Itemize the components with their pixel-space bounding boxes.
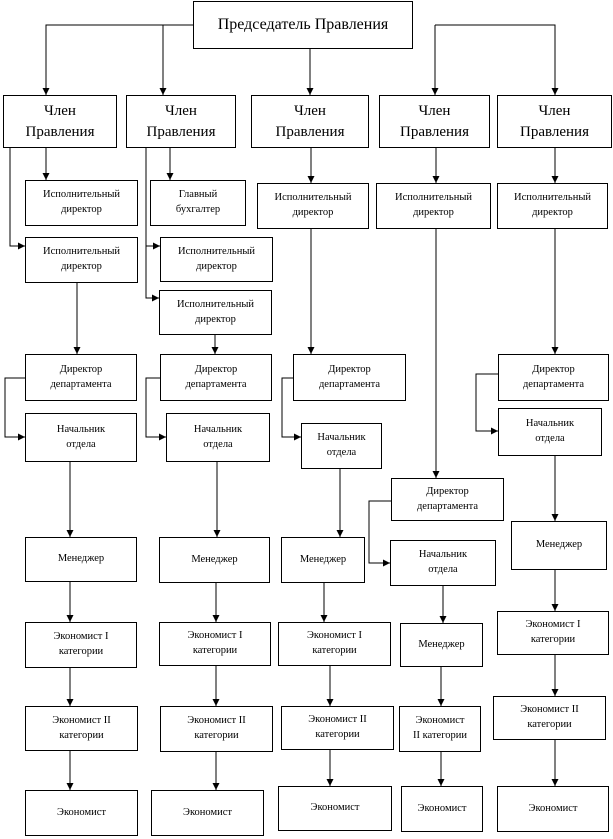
economist-2-box-4: Экономист II категории	[399, 706, 481, 752]
economist-2-box-2: Экономист II категории	[160, 706, 273, 752]
economist-1-box-1: Экономист I категории	[25, 622, 137, 668]
exec-director-box-4: Исполнительный директор	[376, 183, 491, 229]
economist-2-box-5: Экономист II категории	[493, 696, 606, 740]
manager-box-2: Менеджер	[159, 537, 270, 583]
dept-director-box-5: Директор департамента	[498, 354, 609, 401]
manager-box-5: Менеджер	[511, 521, 607, 570]
board-member-box-4: Член Правления	[379, 95, 490, 148]
connector-arrow-22	[476, 374, 498, 431]
exec-director-box-1b: Исполнительный директор	[25, 237, 138, 283]
economist-box-3: Экономист	[278, 786, 392, 831]
connector-arrow-23	[369, 501, 391, 563]
economist-2-box-1: Экономист II категории	[25, 706, 138, 751]
economist-box-4: Экономист	[401, 786, 483, 832]
economist-2-box-3: Экономист II категории	[281, 706, 394, 750]
manager-box-3: Менеджер	[281, 537, 365, 583]
economist-1-box-5: Экономист I категории	[497, 611, 609, 655]
section-head-box-4: Начальник отдела	[390, 540, 496, 586]
manager-box-4: Менеджер	[400, 623, 483, 667]
connector-arrow-19	[5, 378, 25, 437]
dept-director-box-2: Директор департамента	[160, 354, 272, 401]
section-head-box-1: Начальник отдела	[25, 413, 137, 462]
exec-director-box-2a: Исполнительный директор	[160, 237, 273, 282]
board-member-box-5: Член Правления	[497, 95, 612, 148]
economist-box-1: Экономист	[25, 790, 138, 836]
connector-arrow-1	[46, 25, 193, 95]
exec-director-box-1a: Исполнительный директор	[25, 180, 138, 226]
board-member-box-1: Член Правления	[3, 95, 117, 148]
connector-arrow-10	[146, 246, 159, 298]
chairman-box: Председатель Правления	[193, 1, 413, 49]
exec-director-box-2b: Исполнительный директор	[159, 290, 272, 335]
exec-director-box-3: Исполнительный директор	[257, 183, 369, 229]
section-head-box-2: Начальник отдела	[166, 413, 270, 462]
section-head-box-3: Начальник отдела	[301, 423, 382, 469]
board-member-box-3: Член Правления	[251, 95, 369, 148]
economist-box-5: Экономист	[497, 786, 609, 832]
dept-director-box-4: Директор департамента	[391, 478, 504, 521]
economist-1-box-2: Экономист I категории	[159, 622, 271, 666]
connector-arrow-7	[10, 148, 25, 246]
exec-director-box-5: Исполнительный директор	[497, 183, 608, 229]
dept-director-box-3: Директор департамента	[293, 354, 406, 401]
dept-director-box-1: Директор департамента	[25, 354, 137, 401]
economist-box-2: Экономист	[151, 790, 264, 836]
chief-accountant-box: Главный бухгалтер	[150, 180, 246, 226]
section-head-box-5: Начальник отдела	[498, 408, 602, 456]
manager-box-1: Менеджер	[25, 537, 137, 582]
board-member-box-2: Член Правления	[126, 95, 236, 148]
economist-1-box-3: Экономист I категории	[278, 622, 391, 666]
connector-arrow-3	[435, 25, 555, 95]
